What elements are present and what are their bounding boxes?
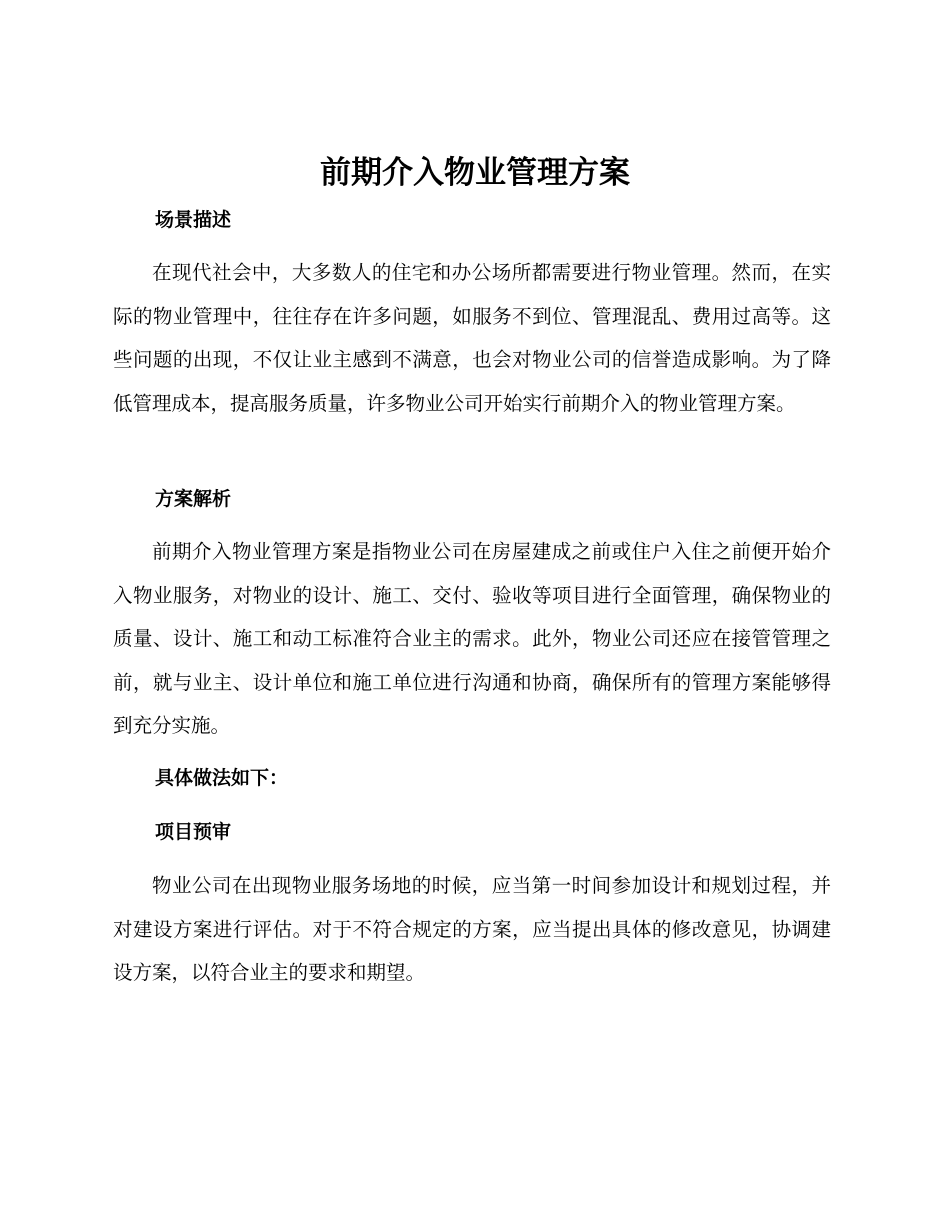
section-heading-scene: 场景描述 [155,209,232,231]
document-title: 前期介入物业管理方案 [320,155,630,191]
section-heading-method: 具体做法如下： [155,767,289,789]
paragraph-review: 物业公司在出现物业服务场地的时候，应当第一时间参加设计和规划过程，并对建设方案进行评估。对于不符合规定的方案，应当提出具体的修改意见，协调建设方案，以符合业主的要求和期望。 [113,874,831,984]
section-heading-analysis: 方案解析 [155,488,232,510]
paragraph-scene: 在现代社会中，大多数人的住宅和办公场所都需要进行物业管理。然而，在实际的物业管理中，往往存在许多问题，如服务不到位、管理混乱、费用过高等。这些问题的出现，不仅让业主感到不满意，也会对物业公司的信誉造成影响。为了降低管理成本，提高服务质量，许多物业公司开始实行前期介入的物业管理方案。 [113,261,831,415]
paragraph-analysis: 前期介入物业管理方案是指物业公司在房屋建成之前或住户入住之前便开始介入物业服务，对物业的设计、施工、交付、验收等项目进行全面管理，确保物业的质量、设计、施工和动工标准符合业主的需求。此外，物业公司还应在接管管理之前，就与业主、设计单位和施工单位进行沟通和协商，确保所有的管理方案能够得到充分实施。 [113,540,831,737]
section-heading-review: 项目预审 [155,821,232,843]
